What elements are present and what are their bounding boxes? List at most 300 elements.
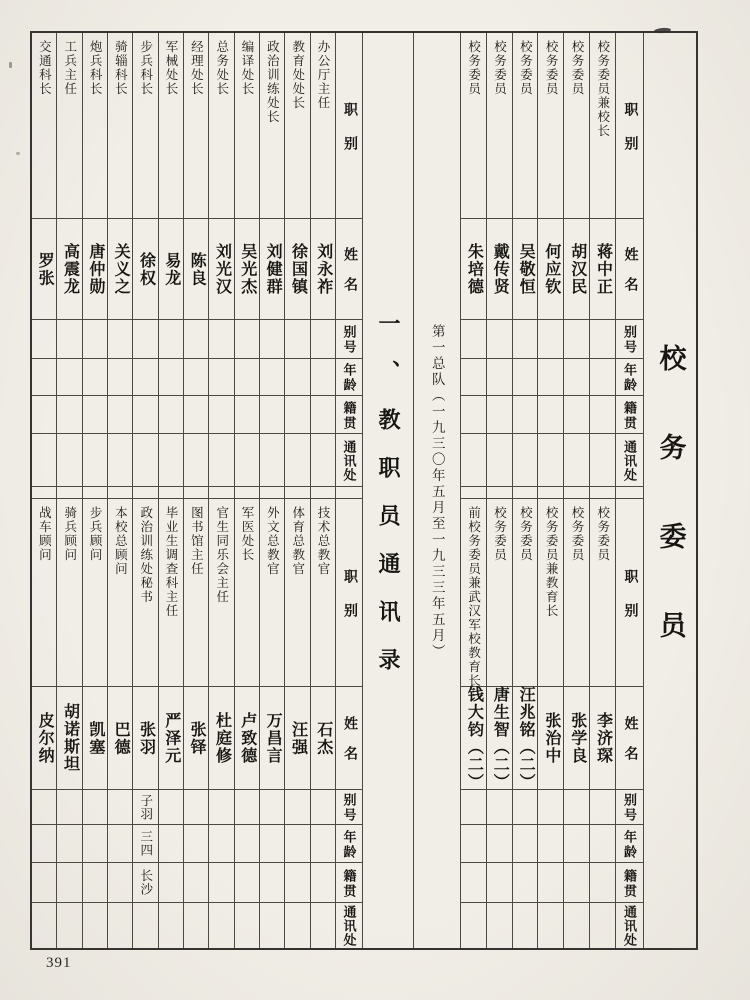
- header-position: [616, 33, 643, 219]
- header-origin: [616, 863, 643, 903]
- alias-cell: [209, 320, 233, 359]
- name-cell: [32, 219, 56, 320]
- position-cell: [564, 33, 589, 219]
- header-alias-label: 别号: [341, 325, 357, 355]
- committee-header-column: [616, 33, 644, 948]
- half-divider: [57, 487, 81, 499]
- staff-person-column: [184, 33, 209, 948]
- half-divider: [616, 487, 643, 499]
- header-address-label: 通讯处: [341, 439, 357, 482]
- position-label: 教育处处长: [290, 40, 305, 110]
- position-cell: [133, 33, 157, 219]
- header-age: [336, 359, 362, 396]
- address-cell: [285, 434, 309, 487]
- age-cell: [159, 359, 183, 396]
- origin-cell: [235, 396, 259, 434]
- position-cell: [538, 33, 563, 219]
- age-cell: [184, 825, 208, 863]
- half-divider: [209, 487, 233, 499]
- name-cell: [564, 219, 589, 320]
- staff-person-column: [57, 33, 82, 948]
- address-cell: [108, 903, 132, 948]
- position-label: 经理处长: [189, 40, 204, 96]
- header-address: [616, 434, 643, 487]
- address-cell: [133, 903, 157, 948]
- age-cell: [285, 825, 309, 863]
- age-cell: [590, 359, 615, 396]
- name-cell: [57, 687, 81, 790]
- alias-cell: [32, 790, 56, 825]
- age-cell: [513, 825, 538, 863]
- header-name: [616, 687, 643, 790]
- origin-cell: [184, 863, 208, 903]
- name-cell: [461, 219, 486, 320]
- staff-person-column: [108, 33, 133, 948]
- age-cell: [285, 359, 309, 396]
- origin-cell: [260, 396, 284, 434]
- person-name: 何应钦: [542, 242, 560, 296]
- age-cell: [57, 825, 81, 863]
- header-address: [336, 903, 362, 948]
- origin-value: 长沙: [138, 869, 153, 896]
- position-label: 校务委员: [492, 40, 507, 96]
- address-cell: [209, 903, 233, 948]
- name-cell: [260, 687, 284, 790]
- address-cell: [184, 903, 208, 948]
- person-name: 杜庭修: [213, 711, 231, 765]
- address-cell: [159, 434, 183, 487]
- name-cell: [108, 687, 132, 790]
- alias-cell: [83, 320, 107, 359]
- chapter-title-column: [363, 33, 414, 948]
- person-name: 皮尔纳: [36, 711, 54, 765]
- section-title-column: [644, 33, 696, 948]
- position-cell: [83, 33, 107, 219]
- name-cell: [487, 687, 512, 790]
- alias-cell: [108, 790, 132, 825]
- name-cell: [538, 687, 563, 790]
- address-cell: [590, 434, 615, 487]
- age-cell: [538, 825, 563, 863]
- origin-cell: [133, 863, 157, 903]
- person-name: 张学良: [568, 711, 586, 765]
- position-label: 总务处长: [214, 40, 229, 96]
- half-divider: [590, 487, 615, 499]
- origin-cell: [159, 396, 183, 434]
- name-cell: [590, 219, 615, 320]
- alias-cell: [32, 320, 56, 359]
- person-name: 钱大钧（二）: [465, 685, 483, 791]
- alias-cell: [133, 320, 157, 359]
- name-cell: [285, 219, 309, 320]
- position-label: 校务委员: [595, 506, 610, 562]
- person-name: 唐生智（二）: [491, 685, 509, 791]
- person-name: 徐权: [137, 251, 155, 287]
- position-label: 校务委员: [544, 40, 559, 96]
- age-cell: [260, 825, 284, 863]
- age-cell: [83, 359, 107, 396]
- alias-cell: [513, 790, 538, 825]
- staff-person-column: [83, 33, 108, 948]
- name-cell: [513, 687, 538, 790]
- committee-person-column: [564, 33, 590, 948]
- origin-cell: [590, 863, 615, 903]
- name-cell: [133, 219, 157, 320]
- half-divider: [159, 487, 183, 499]
- name-cell: [513, 219, 538, 320]
- address-cell: [311, 903, 335, 948]
- position-label: 步兵顾问: [88, 506, 103, 562]
- roster-table: [30, 31, 698, 950]
- position-cell: [57, 499, 81, 687]
- header-age-label: 年龄: [622, 363, 637, 393]
- position-label: 交通科长: [37, 40, 52, 96]
- header-name-label: 姓名: [622, 716, 638, 776]
- committee-person-column: [461, 33, 487, 948]
- person-name: 关义之: [112, 242, 130, 296]
- person-name: 李济琛: [594, 711, 612, 765]
- position-label: 官生同乐会主任: [214, 506, 229, 604]
- alias-cell: [590, 790, 615, 825]
- subsection-title: 第一总队（一九三〇年五月至一九三三年五月）: [429, 323, 445, 660]
- age-cell: [159, 825, 183, 863]
- header-alias-label: 别号: [622, 793, 637, 823]
- alias-cell: [235, 790, 259, 825]
- position-cell: [513, 499, 538, 687]
- alias-cell: [513, 320, 538, 359]
- address-cell: [57, 434, 81, 487]
- age-cell: [32, 359, 56, 396]
- person-name: 吴敬恒: [517, 242, 535, 296]
- person-name: 唐仲勋: [86, 242, 104, 296]
- alias-cell: [57, 320, 81, 359]
- position-label: 骑兵顾问: [62, 506, 77, 562]
- header-name: [336, 219, 362, 320]
- half-divider: [487, 487, 512, 499]
- header-name-label: 姓名: [342, 247, 357, 307]
- age-cell: [564, 359, 589, 396]
- alias-cell: [184, 790, 208, 825]
- origin-cell: [57, 863, 81, 903]
- committee-person-column: [513, 33, 539, 948]
- person-name: 吴光杰: [238, 242, 256, 296]
- position-label: 办公厅主任: [316, 40, 331, 110]
- half-divider: [32, 487, 56, 499]
- address-cell: [564, 434, 589, 487]
- position-label: 军械处长: [164, 40, 179, 96]
- name-cell: [235, 219, 259, 320]
- position-label: 前校务委员兼武汉军校教育长: [466, 506, 481, 688]
- position-label: 校务委员: [518, 40, 533, 96]
- header-address-label: 通讯处: [622, 905, 637, 947]
- name-cell: [159, 687, 183, 790]
- header-name-label: 姓名: [622, 247, 638, 307]
- committee-person-column: [487, 33, 513, 948]
- committee-table-block: [461, 33, 644, 948]
- address-cell: [159, 903, 183, 948]
- position-cell: [487, 33, 512, 219]
- age-cell: [564, 825, 589, 863]
- name-cell: [108, 219, 132, 320]
- header-address: [616, 903, 643, 948]
- staff-person-column: [260, 33, 285, 948]
- header-alias: [336, 320, 362, 359]
- position-label: 校务委员: [518, 506, 533, 562]
- person-name: 张治中: [542, 711, 560, 765]
- name-cell: [83, 219, 107, 320]
- person-name: 徐国镇: [289, 242, 307, 296]
- alias-cell: [285, 320, 309, 359]
- half-divider: [538, 487, 563, 499]
- origin-cell: [83, 863, 107, 903]
- alias-cell: [538, 320, 563, 359]
- position-cell: [184, 33, 208, 219]
- header-position: [616, 499, 643, 687]
- name-cell: [209, 219, 233, 320]
- origin-cell: [538, 863, 563, 903]
- half-divider: [336, 487, 362, 499]
- age-cell: [209, 825, 233, 863]
- staff-person-column: [32, 33, 57, 948]
- address-cell: [260, 434, 284, 487]
- position-cell: [108, 499, 132, 687]
- header-position: [336, 33, 362, 219]
- position-cell: [83, 499, 107, 687]
- half-divider: [184, 487, 208, 499]
- half-divider: [311, 487, 335, 499]
- name-cell: [159, 219, 183, 320]
- name-cell: [487, 219, 512, 320]
- position-cell: [513, 33, 538, 219]
- header-alias: [616, 320, 643, 359]
- origin-cell: [590, 396, 615, 434]
- alias-cell: [461, 320, 486, 359]
- staff-person-column: [311, 33, 336, 948]
- origin-cell: [461, 396, 486, 434]
- origin-cell: [513, 396, 538, 434]
- position-cell: [108, 33, 132, 219]
- position-label: 战车顾问: [37, 506, 52, 562]
- address-cell: [285, 903, 309, 948]
- age-cell: [590, 825, 615, 863]
- position-label: 校务委员: [569, 506, 584, 562]
- scan-speck-artifact: [9, 62, 12, 68]
- position-cell: [260, 499, 284, 687]
- address-cell: [538, 434, 563, 487]
- position-cell: [159, 499, 183, 687]
- address-cell: [311, 434, 335, 487]
- committee-person-column: [538, 33, 564, 948]
- position-label: 军医处长: [240, 506, 255, 562]
- alias-cell: [235, 320, 259, 359]
- age-cell: [57, 359, 81, 396]
- half-divider: [235, 487, 259, 499]
- position-label: 校务委员兼校长: [595, 40, 610, 138]
- position-cell: [32, 499, 56, 687]
- position-label: 技术总教官: [316, 506, 331, 576]
- origin-cell: [564, 396, 589, 434]
- alias-cell: [133, 790, 157, 825]
- position-label: 图书馆主任: [189, 506, 204, 576]
- person-name: 罗张: [36, 251, 54, 287]
- age-value: 三四: [138, 830, 153, 857]
- position-cell: [285, 33, 309, 219]
- staff-person-column: [159, 33, 184, 948]
- position-cell: [590, 33, 615, 219]
- origin-cell: [108, 396, 132, 434]
- header-position-label: 职别: [622, 101, 638, 170]
- staff-person-column: [133, 33, 158, 948]
- header-origin-label: 籍贯: [341, 868, 357, 899]
- origin-cell: [311, 863, 335, 903]
- address-cell: [513, 903, 538, 948]
- person-name: 易龙: [162, 251, 180, 287]
- name-cell: [285, 687, 309, 790]
- person-name: 刘健群: [264, 242, 282, 296]
- position-cell: [487, 499, 512, 687]
- half-divider: [513, 487, 538, 499]
- person-name: 凯塞: [86, 720, 104, 756]
- person-name: 万昌言: [264, 711, 282, 765]
- position-cell: [235, 499, 259, 687]
- origin-cell: [487, 396, 512, 434]
- origin-cell: [260, 863, 284, 903]
- age-cell: [133, 359, 157, 396]
- age-cell: [235, 359, 259, 396]
- page-number: 391: [46, 955, 72, 971]
- position-cell: [311, 499, 335, 687]
- alias-cell: [57, 790, 81, 825]
- position-label: 本校总顾问: [113, 506, 128, 576]
- alias-cell: [590, 320, 615, 359]
- age-cell: [184, 359, 208, 396]
- position-cell: [184, 499, 208, 687]
- age-cell: [260, 359, 284, 396]
- origin-cell: [487, 863, 512, 903]
- header-alias-label: 别号: [341, 793, 357, 823]
- position-label: 校务委员: [492, 506, 507, 562]
- half-divider: [108, 487, 132, 499]
- origin-cell: [159, 863, 183, 903]
- alias-cell: [83, 790, 107, 825]
- person-name: 卢致德: [238, 711, 256, 765]
- origin-cell: [285, 863, 309, 903]
- name-cell: [260, 219, 284, 320]
- chapter-title: 一、教职员通讯录: [376, 311, 401, 696]
- age-cell: [83, 825, 107, 863]
- scan-speck-artifact: [16, 152, 20, 155]
- position-cell: [260, 33, 284, 219]
- staff-person-column: [209, 33, 234, 948]
- position-label: 炮兵科长: [88, 40, 103, 96]
- position-cell: [209, 499, 233, 687]
- address-cell: [235, 434, 259, 487]
- alias-cell: [311, 790, 335, 825]
- position-label: 骑辎科长: [113, 40, 128, 96]
- header-name: [616, 219, 643, 320]
- alias-cell: [487, 320, 512, 359]
- section-title: 校务委员: [655, 343, 686, 700]
- alias-cell: [159, 320, 183, 359]
- origin-cell: [461, 863, 486, 903]
- header-address: [336, 434, 362, 487]
- name-cell: [133, 687, 157, 790]
- name-cell: [538, 219, 563, 320]
- header-age-label: 年龄: [341, 363, 357, 393]
- alias-cell: [311, 320, 335, 359]
- person-name: 严泽元: [162, 711, 180, 765]
- address-cell: [32, 903, 56, 948]
- age-cell: [108, 825, 132, 863]
- address-cell: [564, 903, 589, 948]
- subsection-title-column: [414, 33, 461, 948]
- person-name: 胡诺斯坦: [61, 703, 79, 773]
- staff-person-column: [235, 33, 260, 948]
- address-cell: [32, 434, 56, 487]
- origin-cell: [184, 396, 208, 434]
- alias-cell: [108, 320, 132, 359]
- origin-cell: [311, 396, 335, 434]
- origin-cell: [209, 396, 233, 434]
- age-cell: [235, 825, 259, 863]
- position-label: 外文总教官: [265, 506, 280, 576]
- origin-cell: [57, 396, 81, 434]
- staff-person-column: [285, 33, 310, 948]
- age-cell: [32, 825, 56, 863]
- staff-header-column: [336, 33, 363, 948]
- header-position-label: 职别: [342, 101, 357, 170]
- position-label: 政治训练处秘书: [138, 506, 153, 604]
- origin-cell: [538, 396, 563, 434]
- person-name: 张铎: [188, 720, 206, 756]
- header-origin: [336, 863, 362, 903]
- header-address-label: 通讯处: [622, 439, 637, 482]
- person-name: 张羽: [137, 720, 155, 756]
- half-divider: [461, 487, 486, 499]
- address-cell: [461, 903, 486, 948]
- address-cell: [260, 903, 284, 948]
- header-name: [336, 687, 362, 790]
- person-name: 胡汉民: [568, 242, 586, 296]
- address-cell: [487, 903, 512, 948]
- alias-cell: [184, 320, 208, 359]
- age-cell: [311, 825, 335, 863]
- committee-person-column: [590, 33, 616, 948]
- half-divider: [260, 487, 284, 499]
- alias-cell: [538, 790, 563, 825]
- header-age-label: 年龄: [341, 829, 357, 860]
- half-divider: [285, 487, 309, 499]
- name-cell: [564, 687, 589, 790]
- alias-cell: [487, 790, 512, 825]
- person-name: 刘光汉: [213, 242, 231, 296]
- name-cell: [184, 687, 208, 790]
- origin-cell: [32, 863, 56, 903]
- position-cell: [285, 499, 309, 687]
- alias-cell: [285, 790, 309, 825]
- header-position: [336, 499, 362, 687]
- header-name-label: 姓名: [342, 716, 357, 776]
- address-cell: [184, 434, 208, 487]
- committee-columns: [461, 33, 616, 948]
- address-cell: [83, 903, 107, 948]
- person-name: 戴传贤: [491, 242, 509, 296]
- address-cell: [513, 434, 538, 487]
- position-label: 校务委员: [569, 40, 584, 96]
- header-address-label: 通讯处: [341, 905, 357, 947]
- position-cell: [311, 33, 335, 219]
- name-cell: [311, 219, 335, 320]
